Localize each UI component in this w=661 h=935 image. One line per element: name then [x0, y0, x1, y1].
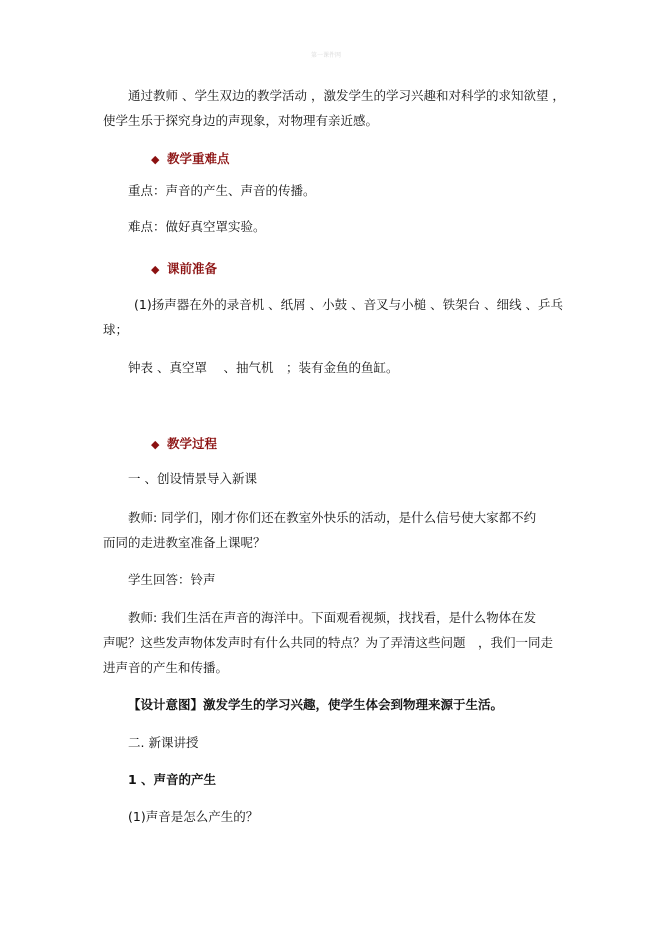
step-2-title: 二. 新课讲授	[128, 735, 199, 750]
prep-line-2: 球；	[103, 322, 129, 337]
teacher-line-1: 教师: 同学们，刚才你们还在教室外快乐的活动，是什么信号使大家都不约	[128, 510, 537, 525]
heading-process	[151, 434, 217, 452]
prep-line-1: (1)扬声器在外的录音机 、纸屑 、小鼓 、音叉与小槌 、铁架台 、细线 、乒乓	[134, 297, 564, 312]
heading-preparation	[151, 259, 217, 277]
teacher2-line-2: 声呢？这些发声物体发声时有什么共同的特点？为了弄清这些问题 ，我们一同走	[103, 635, 554, 650]
design-intent: 【设计意图】激发学生的学习兴趣，使学生体会到物理来源于生活。	[128, 697, 504, 712]
teacher2-line-3: 进声音的产生和传播。	[103, 660, 229, 675]
difficult-point: 难点：做好真空罩实验。	[128, 219, 266, 234]
diamond-icon: ◆	[151, 153, 160, 166]
intro-line-2: 使学生乐于探究身边的声现象，对物理有亲近感。	[103, 113, 379, 128]
subsection-title: 1 、声音的产生	[128, 772, 217, 787]
intro-line-1: 通过教师 、学生双边的教学活动 ，激发学生的学习兴趣和对科学的求知欲望 ，	[128, 88, 565, 103]
watermark: 第一课件网	[311, 52, 342, 59]
diamond-icon: ◆	[151, 263, 160, 276]
teacher-line-2: 而同的走进教室准备上课呢？	[103, 535, 266, 550]
heading-key-points-text: 教学重难点	[167, 151, 230, 166]
heading-preparation-text: 课前准备	[167, 261, 218, 276]
step-1-title: 一 、创设情景导入新课	[128, 471, 257, 486]
prep-line-3: 钟表 、真空罩 、抽气机 ；装有金鱼的鱼缸。	[128, 360, 399, 375]
diamond-icon: ◆	[151, 438, 160, 451]
student-answer: 学生回答：铃声	[128, 572, 216, 587]
heading-key-points	[151, 149, 230, 167]
heading-process-text: 教学过程	[167, 436, 218, 451]
teacher2-line-1: 教师: 我们生活在声音的海洋中。下面观看视频，找找看，是什么物体在发	[128, 610, 537, 625]
question-1: (1)声音是怎么产生的？	[128, 809, 259, 824]
key-point: 重点：声音的产生、声音的传播。	[128, 183, 316, 198]
